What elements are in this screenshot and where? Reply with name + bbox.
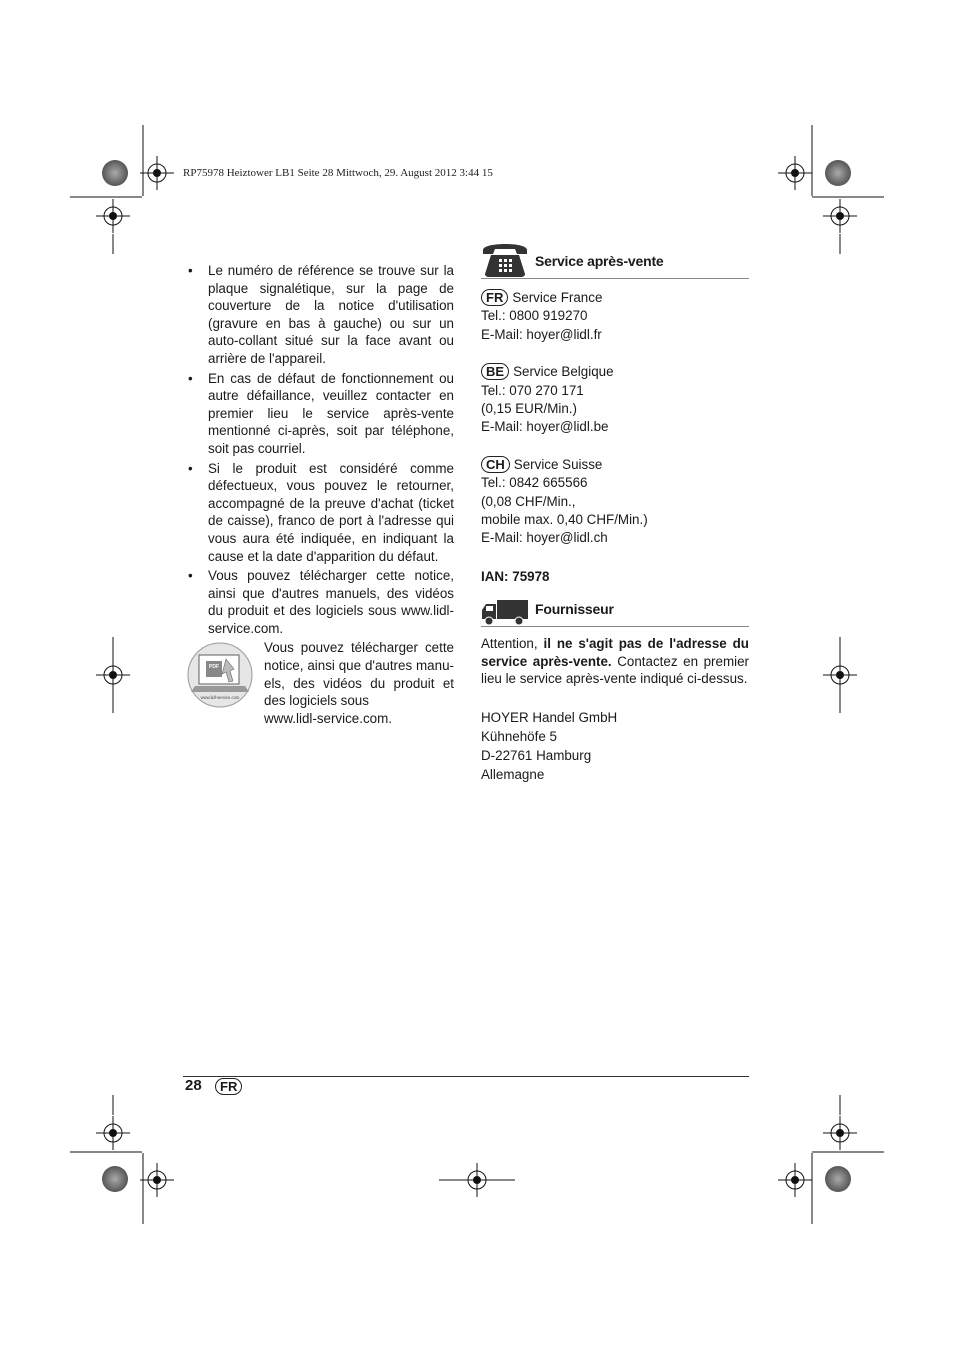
pdf-badge: PDF: [209, 664, 219, 671]
right-column: [481, 236, 749, 784]
phone: Tel.: 070 270 171: [481, 382, 584, 398]
service-suisse: [481, 456, 749, 548]
address-line: Allemagne: [481, 767, 545, 783]
truck-icon: [481, 598, 529, 626]
service-heading: [481, 236, 749, 278]
page-number: 28: [185, 1077, 202, 1094]
section-rule: [481, 278, 749, 279]
flag-fr: FR: [481, 289, 508, 306]
service-name: Service France: [512, 290, 603, 305]
email: E-Mail: hoyer@lidl.fr: [481, 326, 602, 342]
telephone-icon: [481, 238, 529, 278]
supplier-heading: [481, 588, 749, 626]
price: (0,08 CHF/Min.,: [481, 493, 576, 509]
service-france: [481, 289, 749, 344]
attention-bold: il ne s'agit pas de l'adresse du service après-vente.: [481, 636, 749, 669]
registration-rosette: [825, 160, 851, 186]
flag-fr: FR: [215, 1078, 242, 1095]
phone: Tel.: 0800 919270: [481, 308, 588, 324]
supplier-address: [481, 708, 749, 784]
address-line: Kühnehöfe 5: [481, 729, 557, 745]
download-text: [264, 639, 454, 727]
section-rule: [481, 626, 749, 627]
phone: Tel.: 0842 665566: [481, 475, 588, 491]
email: E-Mail: hoyer@lidl.be: [481, 419, 609, 435]
bullet-item: • Le numéro de référence se trouve sur la plaque signalétique, sur la page de couverture de la notice d'utilisation (gravure en bas à gauche) ou sur un auto-collant situé sur la face avant ou arrière de l'appareil.: [186, 262, 454, 368]
mobile-price: mobile max. 0,40 CHF/Min.): [481, 512, 648, 528]
bullet-item: • Vous pouvez télécharger cette notice, ainsi que d'autres manuels, des vidéos du produit et des logiciels sous www.lidl-service.com.: [186, 567, 454, 637]
bullet-item: • En cas de défaut de fonctionnement ou autre défaillance, veuillez contacter en premier lieu le service après-vente mentionné ci-après, soit par téléphone, soit pas courriel.: [186, 370, 454, 458]
print-slug: RP75978 Heiztower LB1 Seite 28 Mittwoch, 29. August 2012 3:44 15: [183, 167, 493, 179]
footer-rule: [183, 1076, 749, 1077]
ian-number: IAN: 75978: [481, 568, 550, 584]
service-belgique: [481, 363, 749, 437]
service-name: Service Suisse: [513, 456, 603, 472]
address-line: HOYER Handel GmbH: [481, 710, 618, 726]
left-column: [186, 262, 454, 729]
registration-rosette: [102, 160, 128, 186]
download-block: [186, 639, 454, 729]
supplier-title: Fournisseur: [535, 600, 614, 617]
download-description: Vous pouvez télécharger cette notice, ainsi que d'autres manu-els, des vidéos du produit et des logiciels sous: [264, 640, 454, 709]
bullet-item: • Si le produit est considéré comme défectueux, vous pouvez le retourner, accompagné de la preuve d'achat (ticket de caisse), franco de port à l'adresse qui vous aura été indiquée, en indiquant la cause et la date d'apparition du défaut.: [186, 460, 454, 566]
email: E-Mail: hoyer@lidl.ch: [481, 530, 608, 546]
registration-rosette: [102, 1166, 128, 1192]
address-line: D-22761 Hamburg: [481, 748, 592, 764]
service-name: Service Belgique: [513, 364, 614, 380]
registration-rosette: [825, 1166, 851, 1192]
attention-prefix: Attention,: [481, 636, 544, 652]
service-title: Service après-vente: [535, 252, 664, 269]
price: (0,15 EUR/Min.): [481, 401, 577, 417]
download-laptop-icon: [186, 641, 254, 709]
icon-url-label: www.lidl-service.com: [200, 695, 240, 701]
attention-paragraph: [481, 635, 749, 688]
footer-language-badge: [215, 1078, 246, 1096]
flag-be: BE: [481, 363, 509, 380]
download-url: www.lidl-service.com.: [264, 710, 392, 726]
flag-ch: CH: [481, 456, 510, 473]
attention-rest: Contactez en premier lieu le service après-vente indiqué ci-dessus.: [481, 653, 749, 687]
